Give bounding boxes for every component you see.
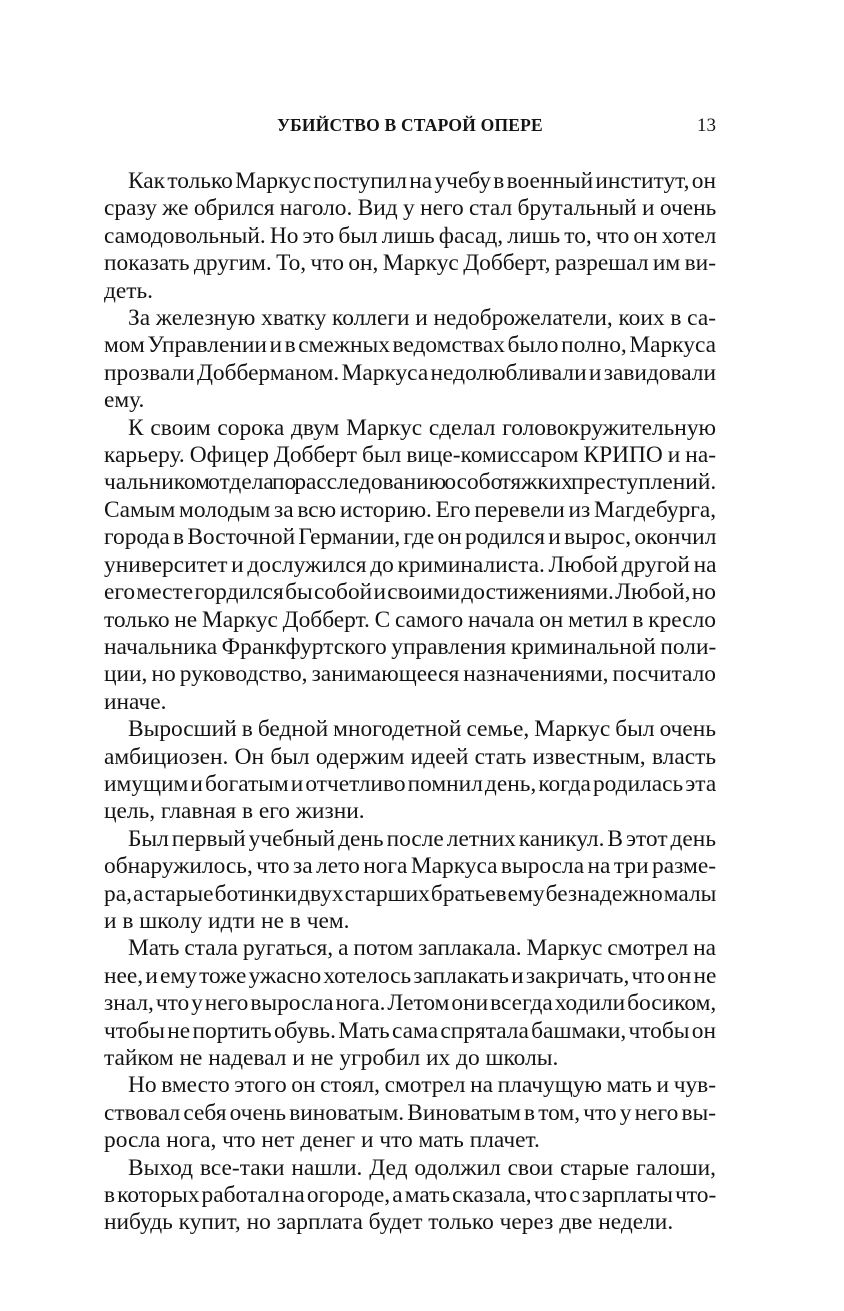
paragraph xyxy=(104,826,716,936)
paragraph xyxy=(104,935,716,1072)
text-line: иначе. xyxy=(104,688,167,715)
text-line: ствовал себя очень виноватым. Виноватым в том, что у него вы- xyxy=(104,1099,716,1126)
text-line: ра, а старые ботинки двух старших братьев ему безнадежно малы xyxy=(104,880,717,907)
text-line: начальника Франкфуртского управления криминальной поли- xyxy=(104,633,717,660)
text-line: карьеру. Офицер Добберт был вице-комиссаром КРИПО и на- xyxy=(104,442,716,469)
text-line: Как только Маркус поступил на учебу в военный институт, он xyxy=(128,168,716,194)
text-line: За железную хватку коллеги и недоброжелатели, коих в са- xyxy=(128,305,716,332)
text-line: нибудь купит, но зарплата будет только через две недели. xyxy=(104,1209,674,1236)
text-line: только не Маркус Добберт. С самого начала он метил в кресло xyxy=(104,606,716,633)
text-line: прозвали Добберманом. Маркуса недолюбливали и завидовали xyxy=(104,359,716,386)
text-line: амбициозен. Он был одержим идеей стать известным, власть xyxy=(104,743,716,770)
text-line: чальником отдела по расследованию особо тяжких преступлений. xyxy=(104,469,717,496)
text-line: тайком не надевал и не угробил их до школы. xyxy=(104,1045,559,1071)
paragraph xyxy=(104,168,716,305)
text-line: Самым молодым за всю историю. Его перевели из Магдебурга, xyxy=(104,496,717,523)
text-line: чтобы не портить обувь. Мать сама спрятала башмаки, чтобы он xyxy=(104,1017,716,1044)
text-line: знал, что у него выросла нога. Летом они всегда ходили босиком, xyxy=(104,990,717,1017)
paragraph xyxy=(104,305,716,415)
text-line: К своим сорока двум Маркус сделал головокружительную xyxy=(128,414,716,441)
running-header xyxy=(104,115,716,139)
paragraph xyxy=(104,716,716,826)
text-line: имущим и богатым и отчетливо помнил день, когда родилась эта xyxy=(104,770,717,797)
text-line: его месте гордился бы собой и своими достижениями. Любой, но xyxy=(104,579,716,606)
text-line: в которых работал на огороде, а мать сказала, что с зарплаты что- xyxy=(104,1182,717,1209)
text-line: Мать стала ругаться, а потом заплакала. Маркус смотрел на xyxy=(128,935,716,962)
text-line: цель, главная в его жизни. xyxy=(104,798,365,825)
body-text xyxy=(104,168,716,1237)
running-title: УБИЙСТВО В СТАРОЙ ОПЕРЕ xyxy=(277,115,543,135)
text-line: Выросший в бедной многодетной семье, Маркус был очень xyxy=(128,716,716,743)
text-line: университет и дослужился до криминалиста. Любой другой на xyxy=(104,551,717,578)
text-line: обнаружилось, что за лето нога Маркуса выросла на три разме- xyxy=(104,853,716,880)
text-line: Но вместо этого он стоял, смотрел на плачущую мать и чув- xyxy=(128,1072,716,1099)
text-line: ему. xyxy=(104,387,145,414)
text-line: сразу же обрился наголо. Вид у него стал брутальный и очень xyxy=(104,195,717,222)
text-line: ции, но руководство, занимающееся назначениями, посчитало xyxy=(104,661,716,688)
text-line: показать другим. То, что он, Маркус Добберт, разрешал им ви- xyxy=(104,250,716,277)
text-line: Выход все-таки нашли. Дед одолжил свои старые галоши, xyxy=(128,1154,716,1181)
page-number: 13 xyxy=(697,115,716,136)
text-line: и в школу идти не в чем. xyxy=(104,907,350,934)
text-line: мом Управлении и в смежных ведомствах было полно, Маркуса xyxy=(104,332,716,359)
paragraph xyxy=(104,415,716,716)
text-line: Был первый учебный день после летних каникул. В этот день xyxy=(128,825,716,852)
text-line: нее, и ему тоже ужасно хотелось заплакать и закричать, что он не xyxy=(104,962,717,989)
paragraph xyxy=(104,1072,716,1154)
text-line: города в Восточной Германии, где он родился и вырос, окончил xyxy=(104,524,717,551)
text-line: самодовольный. Но это был лишь фасад, лишь то, что он хотел xyxy=(104,222,717,249)
paragraph xyxy=(104,1155,716,1237)
text-line: деть. xyxy=(104,277,154,304)
text-line: росла нога, что нет денег и что мать плачет. xyxy=(104,1127,540,1154)
